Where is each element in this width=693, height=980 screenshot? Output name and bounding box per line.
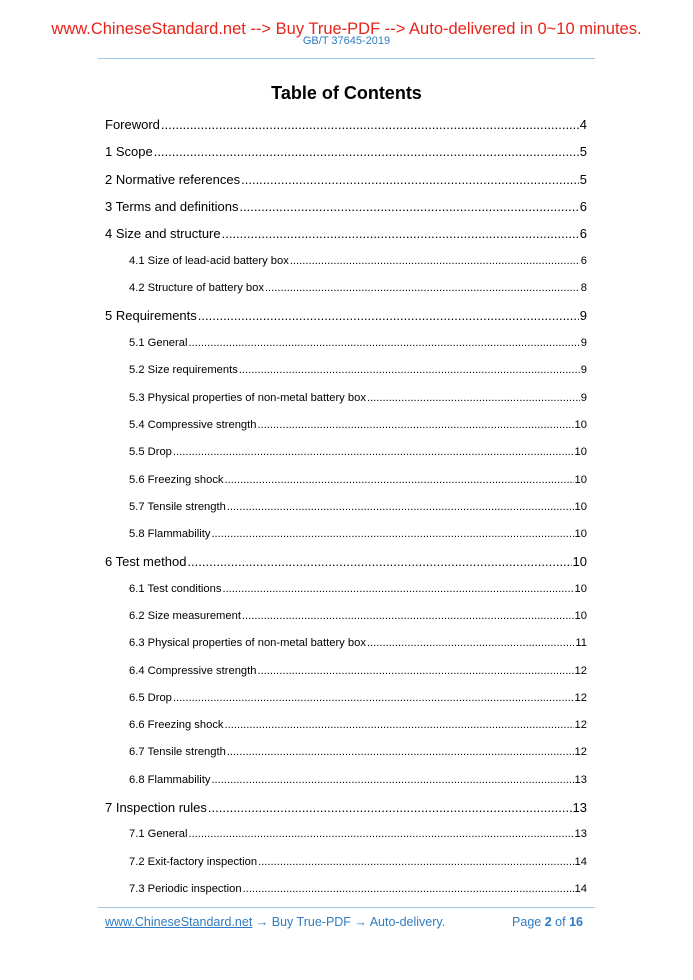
toc-entry[interactable] (0, 575, 587, 602)
toc-entry-page: 4 (579, 117, 587, 133)
toc-entry[interactable] (0, 657, 587, 684)
toc-dot-leader (188, 337, 579, 349)
toc-entry[interactable] (0, 193, 587, 220)
toc-entry-page: 5 (579, 144, 587, 160)
toc-entry-label: 4 Size and structure (105, 226, 221, 242)
toc-entry-label: 6.4 Compressive strength (129, 664, 257, 677)
toc-entry-label: 6.2 Size measurement (129, 609, 241, 622)
toc-entry[interactable] (0, 766, 587, 793)
toc-entry-page: 6 (580, 255, 587, 268)
toc-dot-leader (243, 883, 574, 895)
footer-tagline: → Buy True-PDF → Auto-delivery. (252, 915, 446, 929)
toc-entry[interactable] (0, 384, 587, 411)
table-of-contents (0, 111, 693, 903)
toc-dot-leader (222, 226, 579, 241)
toc-dot-leader (208, 800, 572, 815)
total-pages: 16 (569, 915, 583, 929)
toc-dot-leader (173, 446, 574, 458)
toc-entry-label: 5.4 Compressive strength (129, 418, 257, 431)
toc-entry[interactable] (0, 411, 587, 438)
toc-dot-leader (367, 637, 574, 649)
toc-entry-label: 1 Scope (105, 144, 153, 160)
toc-entry[interactable] (0, 302, 587, 329)
toc-dot-leader (222, 583, 573, 595)
toc-entry[interactable] (0, 220, 587, 247)
toc-entry[interactable] (0, 329, 587, 356)
toc-entry-page: 6 (579, 199, 587, 215)
toc-entry-label: 2 Normative references (105, 171, 241, 187)
toc-entry-label: 6.6 Freezing shock (129, 719, 224, 732)
toc-entry[interactable] (0, 684, 587, 711)
toc-dot-leader (173, 692, 574, 704)
toc-dot-leader (227, 746, 574, 758)
toc-entry-page: 13 (574, 773, 587, 786)
toc-entry-page: 6 (579, 226, 587, 242)
toc-entry[interactable] (0, 439, 587, 466)
toc-entry[interactable] (0, 111, 587, 138)
toc-entry[interactable] (0, 520, 587, 547)
toc-entry-page: 9 (579, 308, 587, 324)
toc-entry-page: 14 (574, 855, 587, 868)
footer-site-link[interactable]: www.ChineseStandard.net (105, 915, 253, 929)
toc-entry[interactable] (0, 712, 587, 739)
toc-dot-leader (239, 199, 578, 214)
toc-entry-page: 5 (579, 171, 587, 187)
toc-entry-label: 4.2 Structure of battery box (129, 282, 264, 295)
toc-entry-page: 10 (574, 609, 587, 622)
toc-entry-label: 5.2 Size requirements (129, 364, 238, 377)
toc-entry-label: 6.3 Physical properties of non-metal battery box (129, 637, 366, 650)
toc-entry-page: 9 (580, 364, 587, 377)
toc-entry[interactable] (0, 875, 587, 902)
toc-entry[interactable] (0, 793, 587, 820)
toc-entry-page: 10 (574, 446, 587, 459)
toc-dot-leader (265, 282, 580, 294)
toc-entry-label: 5.8 Flammability (129, 528, 211, 541)
toc-dot-leader (257, 419, 573, 431)
toc-entry-page: 11 (575, 637, 587, 650)
toc-entry[interactable] (0, 739, 587, 766)
toc-entry-label: 7 Inspection rules (105, 799, 207, 815)
toc-entry-label: Foreword (105, 117, 160, 133)
toc-dot-leader (257, 665, 573, 677)
toc-dot-leader (225, 719, 574, 731)
toc-dot-leader (227, 501, 574, 513)
toc-dot-leader (211, 528, 573, 540)
page-footer (105, 915, 583, 933)
toc-entry[interactable] (0, 493, 587, 520)
toc-entry-label: 5.1 General (129, 337, 188, 350)
toc-dot-leader (239, 364, 580, 376)
toc-entry-label: 3 Terms and definitions (105, 199, 239, 215)
toc-entry-page: 9 (580, 337, 587, 350)
toc-entry[interactable] (0, 138, 587, 165)
toc-dot-leader (242, 610, 574, 622)
toc-dot-leader (198, 308, 579, 323)
header-divider (98, 58, 595, 59)
toc-entry-label: 7.2 Exit-factory inspection (129, 855, 258, 868)
toc-entry-page: 12 (574, 719, 587, 732)
toc-entry[interactable] (0, 630, 587, 657)
promo-banner[interactable]: www.ChineseStandard.net --> Buy True-PDF --> Auto-delivered in 0~10 minutes. (51, 20, 642, 38)
toc-entry-label: 6.5 Drop (129, 691, 172, 704)
toc-entry-label: 5.6 Freezing shock (129, 473, 224, 486)
toc-dot-leader (258, 856, 573, 868)
toc-entry-label: 6.7 Tensile strength (129, 746, 226, 759)
toc-dot-leader (161, 117, 579, 132)
toc-entry-page: 10 (574, 528, 587, 541)
toc-entry-page: 9 (580, 391, 587, 404)
toc-entry-label: 6.8 Flammability (129, 773, 211, 786)
toc-entry[interactable] (0, 247, 587, 274)
footer-promo (105, 915, 445, 929)
toc-entry[interactable] (0, 275, 587, 302)
toc-entry-page: 10 (574, 500, 587, 513)
toc-entry[interactable] (0, 602, 587, 629)
toc-entry-label: 6.1 Test conditions (129, 582, 222, 595)
toc-entry[interactable] (0, 357, 587, 384)
toc-dot-leader (241, 172, 579, 187)
toc-dot-leader (187, 554, 571, 569)
toc-entry[interactable] (0, 821, 587, 848)
toc-entry-page: 12 (574, 746, 587, 759)
page-of-word: of (555, 915, 566, 929)
toc-entry[interactable] (0, 466, 587, 493)
toc-dot-leader (154, 144, 579, 159)
page-number (512, 915, 583, 929)
toc-entry-label: 7.3 Periodic inspection (129, 882, 242, 895)
toc-entry-page: 8 (580, 282, 587, 295)
toc-entry-page: 10 (574, 473, 587, 486)
toc-entry-page: 12 (574, 691, 587, 704)
toc-entry[interactable] (0, 848, 587, 875)
toc-entry-page: 13 (574, 828, 587, 841)
toc-entry-label: 5.7 Tensile strength (129, 500, 226, 513)
toc-entry-page: 10 (572, 553, 587, 569)
toc-entry[interactable] (0, 548, 587, 575)
toc-entry-page: 10 (574, 582, 587, 595)
toc-entry-label: 5 Requirements (105, 308, 197, 324)
toc-dot-leader (290, 255, 580, 267)
toc-entry-label: 4.1 Size of lead-acid battery box (129, 255, 289, 268)
toc-entry[interactable] (0, 166, 587, 193)
toc-dot-leader (225, 474, 574, 486)
toc-dot-leader (367, 392, 580, 404)
toc-entry-label: 5.3 Physical properties of non-metal battery box (129, 391, 366, 404)
toc-entry-page: 13 (572, 799, 587, 815)
toc-entry-label: 5.5 Drop (129, 446, 172, 459)
toc-entry-label: 7.1 General (129, 828, 188, 841)
page-title: Table of Contents (271, 83, 422, 103)
toc-entry-page: 12 (574, 664, 587, 677)
toc-dot-leader (188, 828, 573, 840)
toc-dot-leader (211, 774, 573, 786)
document-id: GB/T 37645-2019 (302, 35, 391, 47)
toc-entry-label: 6 Test method (105, 553, 187, 569)
footer-divider (98, 907, 595, 908)
toc-entry-page: 14 (574, 882, 587, 895)
page-word: Page (512, 915, 542, 929)
toc-entry-page: 10 (574, 418, 587, 431)
current-page: 2 (544, 915, 552, 929)
